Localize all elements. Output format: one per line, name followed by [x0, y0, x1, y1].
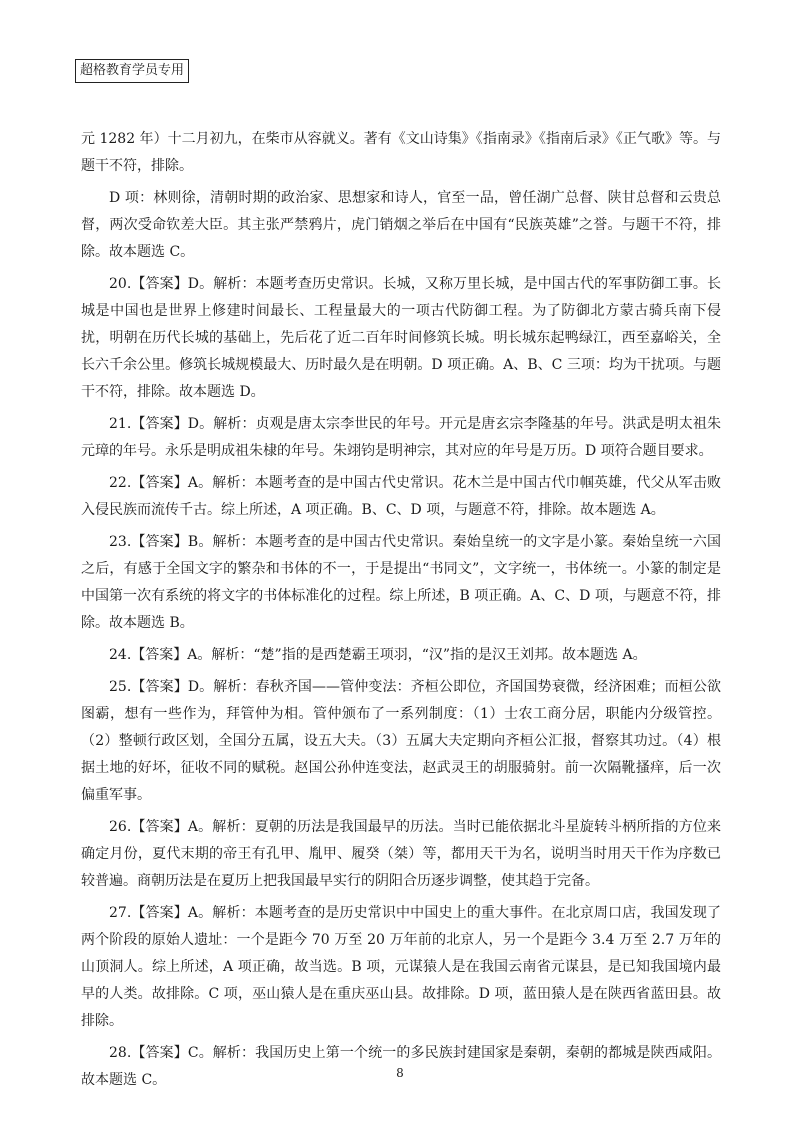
answer-26: 26.【答案】A。解析：夏朝的历法是我国最早的历法。当时已能依据北斗星旋转斗柄所指的方位来确定月份，夏代末期的帝王有孔甲、胤甲、履癸（桀）等，都用天干为名，说明当时用天干作为序数已较普遍。商朝历法是在夏历上把我国最早实行的阴阳合历逐步调整，使其趋于完备。	[81, 819, 721, 889]
answer-20: 20.【答案】D。解析：本题考查历史常识。长城，又称万里长城，是中国古代的军事防御工事。长城是中国也是世界上修建时间最长、工程量最大的一项古代防御工程。为了防御北方蒙古骑兵南下侵扰，明朝在历代长城的基础上，先后花了近二百年时间修筑长城。明长城东起鸭绿江，西至嘉峪关，全长六千余公里。修筑长城规模最大、历时最久是在明朝。D 项正确。A、B、C 三项：均为干扰项。与题干不符，排除。故本题选 D。	[81, 276, 721, 400]
answer-25: 25.【答案】D。解析：春秋齐国——管仲变法：齐桓公即位，齐国国势衰微，经济困难；而桓公欲图霸，想有一些作为，拜管仲为相。管仲颁布了一系列制度：（1）士农工商分居，职能内分级管控。（2）整顿行政区划，全国分五属，设五大夫。（3）五属大夫定期向齐桓公汇报，督察其功过。（4）根据土地的好坏，征收不同的赋税。赵国公孙仲连变法，赵武灵王的胡服骑射。前一次隔靴搔痒，后一次偏重军事。	[81, 679, 721, 803]
header-label: 超格教育学员专用	[75, 59, 189, 83]
answer-21: 21.【答案】D。解析：贞观是唐太宗李世民的年号。开元是唐玄宗李隆基的年号。洪武是明太祖朱元璋的年号。永乐是明成祖朱棣的年号。朱翊钧是明神宗，其对应的年号是万历。D 项符合题目要求。	[81, 416, 721, 459]
answer-22: 22.【答案】A。解析：本题考查的是中国古代史常识。花木兰是中国古代巾帼英雄，代父从军击败入侵民族而流传千古。综上所述，A 项正确。B、C、D 项，与题意不符，排除。故本题选 A。	[81, 475, 721, 518]
paragraph-option-d: D 项：林则徐，清朝时期的政治家、思想家和诗人，官至一品，曾任湖广总督、陕甘总督和云贵总督，两次受命钦差大臣。其主张严禁鸦片，虎门销烟之举后在中国有“民族英雄”之誉。与题干不符，排除。故本题选 C。	[81, 190, 721, 260]
answer-23: 23.【答案】B。解析：本题考查的是中国古代史常识。秦始皇统一的文字是小篆。秦始皇统一六国之后，有感于全国文字的繁杂和书体的不一，于是提出“书同文”，文字统一，书体统一。小篆的制定是中国第一次有系统的将文字的书体标准化的过程。综上所述，B 项正确。A、C、D 项，与题意不符，排除。故本题选 B。	[81, 534, 721, 631]
answer-24: 24.【答案】A。解析：“楚”指的是西楚霸王项羽，“汉”指的是汉王刘邦。故本题选 A。	[109, 647, 647, 663]
answer-27: 27.【答案】A。解析：本题考查的是历史常识中中国史上的重大事件。在北京周口店，我国发现了两个阶段的原始人遗址：一个是距今 70 万至 20 万年前的北京人，另一个是距今 3.4 万至 2.7 万年的山顶洞人。综上所述，A 项正确，故当选。B 项，元谋猿人是在我国云南省元谋县，是已知我国境内最早的人类。故排除。C 项，巫山猿人是在重庆巫山县。故排除。D 项，蓝田猿人是在陕西省蓝田县。故排除。	[81, 905, 721, 1029]
document-body	[81, 126, 721, 1099]
paragraph-continuation: 元 1282 年）十二月初九，在柴市从容就义。著有《文山诗集》《指南录》《指南后录》《正气歌》等。与题干不符，排除。	[81, 131, 721, 174]
answer-28: 28.【答案】C。解析：我国历史上第一个统一的多民族封建国家是秦朝，秦朝的都城是陕西咸阳。故本题选 C。	[81, 1045, 721, 1088]
page-number: 8	[396, 1066, 404, 1080]
